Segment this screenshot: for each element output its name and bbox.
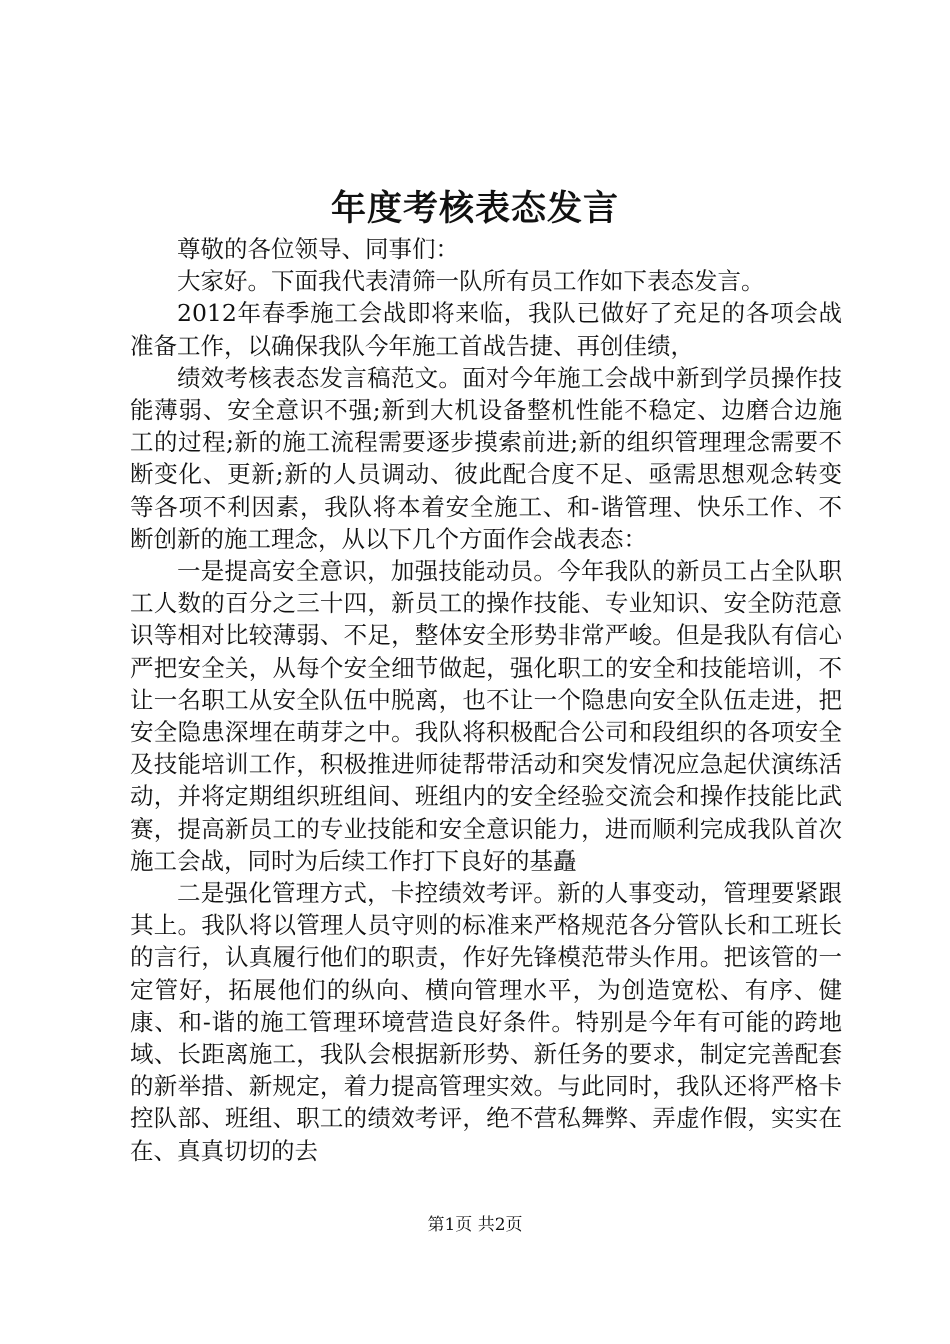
page-number-footer: 第1页 共2页 (427, 1215, 523, 1235)
document-body (130, 233, 842, 1167)
paragraph-point-two: 二是强化管理方式，卡控绩效考评。新的人事变动，管理要紧跟其上。我队将以管理人员守则的标准来严格规范各分管队长和工班长的言行，认真履行他们的职责，作好先锋模范带头作用。把该管的一定管好，拓展他们的纵向、横向管理水平，为创造宽松、有序、健康、和-谐的施工管理环境营造良好条件。特别是今年有可能的跨地域、长距离施工，我队会根据新形势、新任务的要求，制定完善配套的新举措、新规定，着力提高管理实效。与此同时，我队还将严格卡控队部、班组、职工的绩效考评，绝不营私舞弊、弄虚作假，实实在在、真真切切的去 (130, 879, 842, 1165)
paragraph-salutation: 尊敬的各位领导、同事们： (177, 235, 459, 263)
paragraph-intro: 2012年春季施工会战即将来临，我队已做好了充足的各项会战准备工作，以确保我队今年施工首战告捷、再创佳绩， (130, 299, 842, 360)
paragraph-greeting: 大家好。下面我代表清筛一队所有员工作如下表态发言。 (177, 267, 765, 296)
document-title: 年度考核表态发言 (330, 188, 619, 229)
paragraph-context: 绩效考核表态发言稿范文。面对今年施工会战中新到学员操作技能薄弱、安全意识不强;新到大机设备整机性能不稳定、边磨合边施工的过程;新的施工流程需要逐步摸索前进;新的组织管理理念需要不断变化、更新;新的人员调动、彼此配合度不足、亟需思想观念转变等各项不利因素，我队将本着安全施工、和-谐管理、快乐工作、不断创新的施工理念，从以下几个方面作会战表态： (130, 363, 842, 553)
paragraph-point-one: 一是提高安全意识，加强技能动员。今年我队的新员工占全队职工人数的百分之三十四，新员工的操作技能、专业知识、安全防范意识等相对比较薄弱、不足，整体安全形势非常严峻。但是我队有信心严把安全关，从每个安全细节做起，强化职工的安全和技能培训，不让一名职工从安全队伍中脱离，也不让一个隐患向安全队伍走进，把安全隐患深埋在萌芽之中。我队将积极配合公司和段组织的各项安全及技能培训工作，积极推进师徒帮带活动和突发情况应急起伏演练活动，并将定期组织班组间、班组内的安全经验交流会和操作技能比武赛，提高新员工的专业技能和安全意识能力，进而顺利完成我队首次施工会战，同时为后续工作打下良好的基矗 (130, 557, 842, 875)
